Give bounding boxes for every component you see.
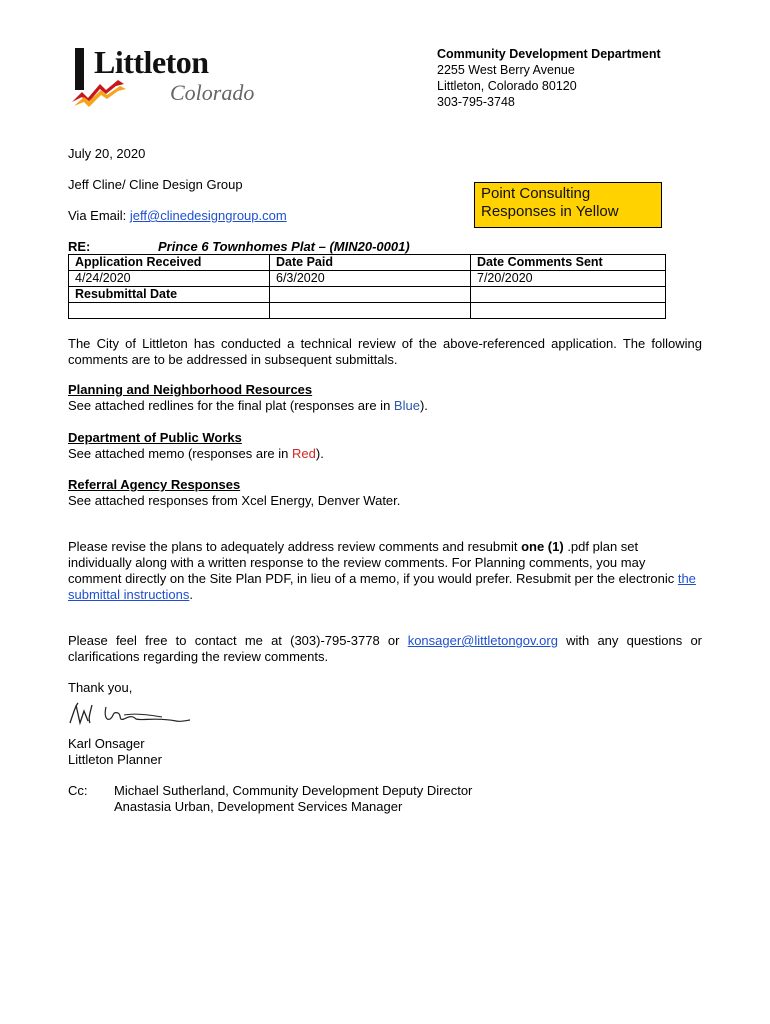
table-header-date-comments-sent: Date Comments Sent: [471, 255, 666, 271]
table-cell-empty: [69, 303, 270, 319]
red-word: Red: [292, 446, 316, 461]
department-name: Community Development Department: [437, 47, 661, 61]
revise-paragraph: Please revise the plans to adequately address review comments and resubmit one (1) .pdf plan set individually along with a written response to the review comments. For Planning comments, you may comment directly on the Site Plan PDF, in lieu of a memo, if you would prefer. Resubmit per the electronic the submittal instructions.: [68, 539, 696, 602]
re-title: Prince 6 Townhomes Plat – (MIN20-0001): [158, 239, 410, 254]
signer-name: Karl Onsager: [68, 736, 145, 751]
signer-title: Littleton Planner: [68, 752, 162, 767]
cc-list: [114, 783, 472, 815]
logo-wordmark: Littleton: [94, 44, 209, 80]
table-row: [69, 255, 666, 271]
submittal-instructions-link[interactable]: the submittal instructions: [68, 571, 696, 602]
cc-recipient: Michael Sutherland, Community Development Deputy Director: [114, 783, 473, 798]
referral-section: [68, 477, 702, 509]
recipient-email-link[interactable]: jeff@clinedesigngroup.com: [129, 208, 287, 223]
table-cell-empty: [471, 303, 666, 319]
re-label: RE:: [68, 239, 91, 254]
email-prefix: Via Email:: [68, 208, 130, 223]
note-line-2: Responses in Yellow: [481, 203, 619, 220]
table-row: [69, 303, 666, 319]
planning-section: [68, 382, 702, 414]
planning-heading: Planning and Neighborhood Resources: [68, 382, 313, 397]
response-note-box: [474, 182, 662, 228]
referral-text: See attached responses from Xcel Energy, Denver Water.: [68, 493, 401, 508]
phone-number: 303-795-3748: [437, 95, 515, 109]
email-line: [68, 208, 287, 224]
department-address: [437, 46, 661, 110]
table-header-resubmittal-date: Resubmittal Date: [69, 287, 270, 303]
referral-heading: Referral Agency Responses: [68, 477, 241, 492]
note-line-1: Point Consulting: [481, 185, 591, 202]
table-header-application-received: Application Received: [69, 255, 270, 271]
cc-recipient: Anastasia Urban, Development Services Manager: [114, 799, 403, 814]
public-works-text: See attached memo (responses are in Red).: [68, 446, 324, 461]
planning-text: See attached redlines for the final plat (responses are in Blue).: [68, 398, 428, 413]
closing: Thank you,: [68, 680, 133, 695]
contact-paragraph: Please feel free to contact me at (303)-795-3778 or konsager@littletongov.org with any questions or clarifications regarding the review comments.: [68, 633, 703, 664]
table-cell-empty: [270, 287, 471, 303]
logo-subtitle: Colorado: [170, 80, 255, 105]
plan-set-count: one (1): [521, 539, 564, 554]
city-state-zip: Littleton, Colorado 80120: [437, 79, 577, 93]
cc-label: Cc:: [68, 783, 88, 798]
street-address: 2255 West Berry Avenue: [437, 63, 575, 77]
handwritten-signature: [66, 697, 196, 731]
public-works-heading: Department of Public Works: [68, 430, 242, 445]
public-works-section: [68, 430, 702, 462]
table-cell-empty: [270, 303, 471, 319]
contact-email-link[interactable]: konsager@littletongov.org: [407, 633, 558, 648]
recipient: Jeff Cline/ Cline Design Group: [68, 177, 243, 192]
table-cell-application-received: 4/24/2020: [69, 271, 270, 287]
application-dates-table: [68, 254, 666, 319]
table-header-date-paid: Date Paid: [270, 255, 471, 271]
blue-word: Blue: [393, 398, 420, 413]
letter-date: July 20, 2020: [68, 146, 146, 161]
table-cell-date-comments-sent: 7/20/2020: [471, 271, 666, 287]
table-row: [69, 271, 666, 287]
table-row: [69, 287, 666, 303]
table-cell-empty: [471, 287, 666, 303]
intro-paragraph: The City of Littleton has conducted a technical review of the above-referenced application. The following comments are to be addressed in subsequent submittals.: [68, 336, 702, 367]
table-cell-date-paid: 6/3/2020: [270, 271, 471, 287]
littleton-logo: [70, 44, 260, 110]
